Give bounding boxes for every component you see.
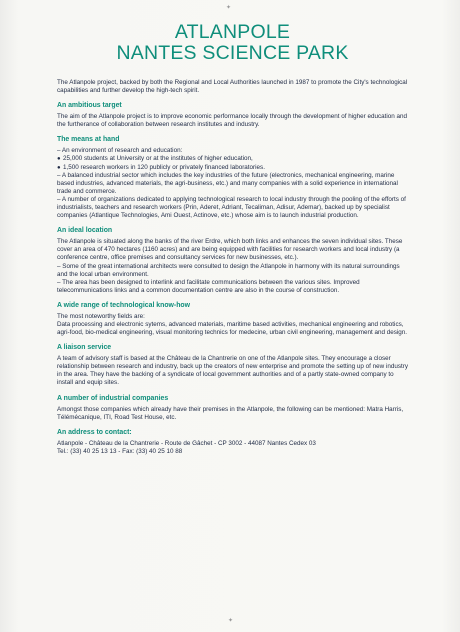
section-heading-target: An ambitious target — [57, 102, 122, 110]
section-heading-companies: A number of industrial companies — [57, 394, 169, 402]
fold-mark-bottom-icon: ✦ — [228, 618, 234, 624]
title-line-2: NANTES SCIENCE PARK — [116, 42, 349, 64]
bullet-icon: ● — [57, 156, 61, 163]
means-bullet-1 — [57, 155, 408, 163]
liaison-paragraph: A team of advisory staff is based at the Château de la Chantrerie on one of the Atlanpole sites. They encourage a closer relationship between research and industry, back up the creators of new enterprise and promote the setting up of new industry in the area. They have the backing of a syndicate of local government authorities and of a partly state-owned company to install and equip sites. — [57, 355, 408, 387]
location-paragraph-3: – The area has been designed to interlink and facilitate communications between the various sites. Improved telecommunications links and a common documentation centre are also in the course of construction. — [57, 278, 360, 294]
section-heading-knowhow: A wide range of technological know-how — [57, 301, 190, 309]
intro-paragraph: The Atlanpole project, backed by both the Regional and Local Authorities launched in 1987 to promote the City's technological capabilities and further develop the high-tech spirit. — [57, 79, 408, 95]
means-paragraph-3: – A number of organizations dedicated to applying technological research to local industry through the pooling of the efforts of industrialists, teachers and research workers (Prin, Aderet, Adriant, Tecaliman, Adisur, Ademar), backed up by specialist companies (Atlantique Technologies, Ami Ouest, Actinove, etc.) whose aim is to launch industrial production. — [57, 195, 406, 220]
means-bullet-2 — [57, 164, 408, 172]
section-heading-liaison: A liaison service — [57, 344, 112, 352]
fold-mark-icon: ✦ — [226, 5, 232, 11]
section-heading-contact: An address to contact: — [57, 428, 132, 436]
section-heading-means: The means at hand — [57, 136, 120, 144]
contact-address: Atlanpole - Château de la Chantrerie - Route de Gâchet - CP 3002 - 44087 Nantes Cedex 03 — [57, 439, 316, 447]
bullet-text: 25,000 students at University or at the institutes of higher education, — [63, 155, 253, 163]
knowhow-intro-line: The most noteworthy fields are: — [57, 312, 145, 320]
title-line-1: ATLANPOLE — [174, 21, 291, 43]
section-heading-location: An ideal location — [57, 227, 113, 235]
bullet-text: 1,500 research workers in 120 publicly or privately financed laboratories. — [63, 163, 265, 171]
page-title — [57, 22, 408, 64]
bullet-icon: ● — [57, 164, 61, 171]
means-intro-line: – An environment of research and education: — [57, 147, 183, 155]
knowhow-paragraph: Data processing and electronic sytems, advanced materials, maritime based activities, mechanical engineering and robotics, agri-food, bio-medical engineering, visual monitoring technics for medecine, urban civil engineering, management and design. — [57, 320, 408, 337]
companies-paragraph: Amongst those companies which already have their premises in the Atlanpole, the following can be mentioned: Matra Harris, Télémécanique, ITI, Road Test House, etc. — [57, 405, 404, 421]
means-paragraph-2: – A balanced industrial sector which includes the key industries of the future (electronics, mechanical engineering, marine based industries, advanced materials, the agri-business, etc.) and many companies with a solid experience in international trade and commerce. — [57, 171, 398, 195]
target-paragraph: The aim of the Atlanpole project is to improve economic performance locally through the development of higher education and the furtherance of collaboration between research institutes and industry. — [57, 113, 408, 129]
contact-phone: Tel.: (33) 40 25 13 13 - Fax: (33) 40 25 10 88 — [57, 447, 183, 455]
location-paragraph-1: The Atlanpole is situated along the banks of the river Erdre, which both links and enhances the seven individual sites. These cover an area of 470 hectares (1160 acres) and are being equipped with facilities for research workers and local industry (a conference centre, office premises and consultancy services for new businesses, etc.). — [57, 238, 403, 262]
location-paragraph-2: – Some of the great international architects were consulted to design the Atlanpole in harmony with its natural surroundings and the local urban environment. — [57, 262, 400, 278]
